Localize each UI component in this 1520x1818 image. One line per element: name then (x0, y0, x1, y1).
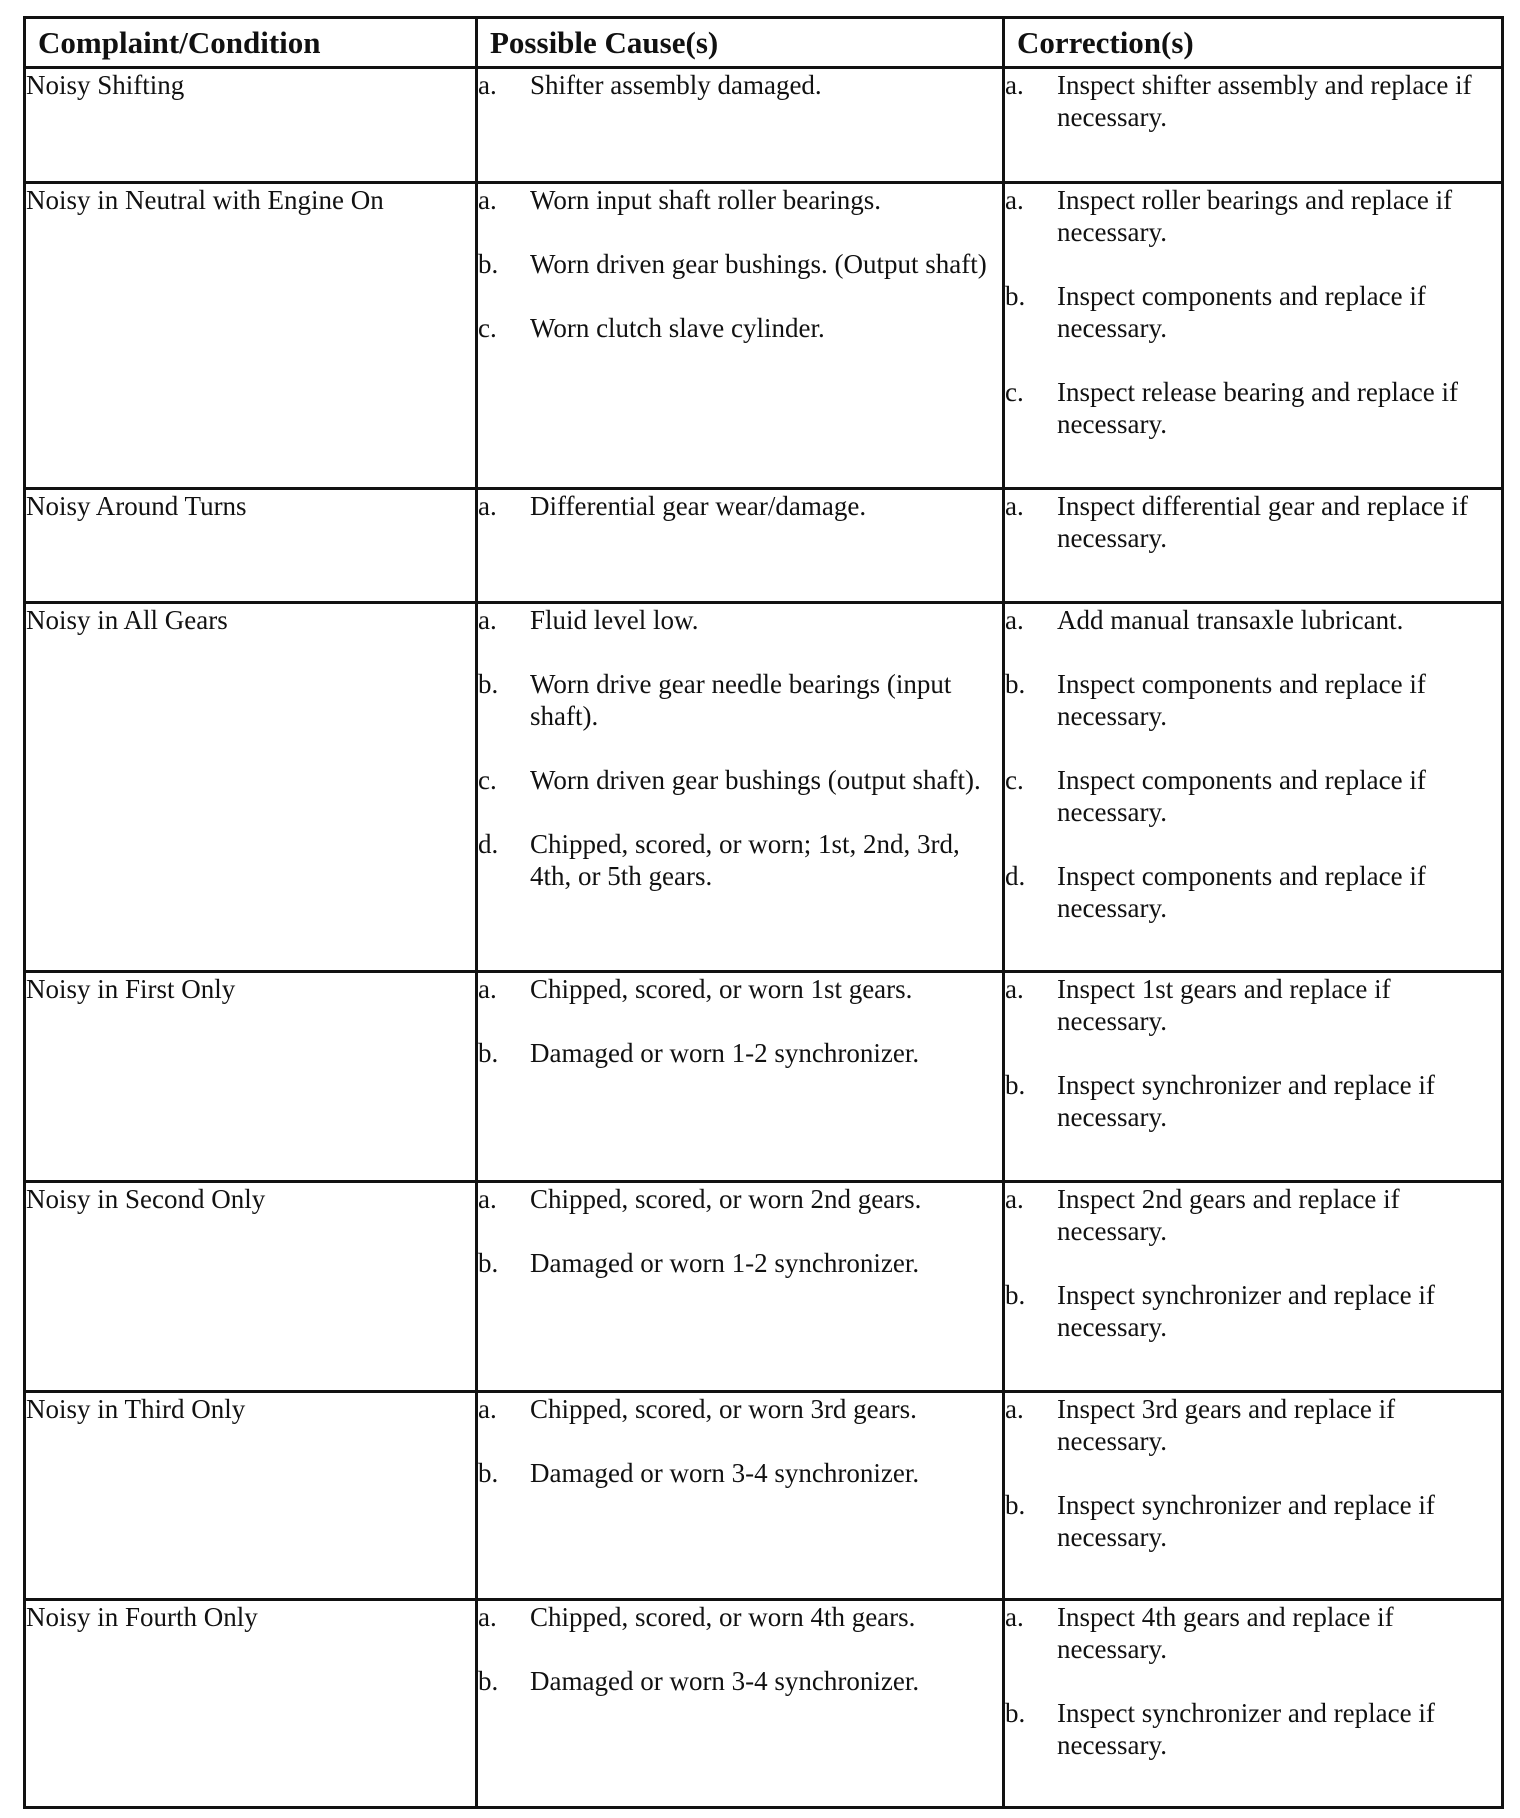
entry-letter: c. (1005, 765, 1024, 795)
list-entry (478, 1601, 1002, 1633)
list-entry (478, 828, 1002, 892)
entry-text: Shifter assembly damaged. (530, 70, 822, 100)
entry-letter: a. (1005, 1184, 1024, 1214)
list-entry (478, 184, 1002, 216)
correction-cell (1004, 603, 1503, 972)
correction-cell (1004, 68, 1503, 183)
entry-text: Inspect components and replace if necessary. (1057, 765, 1426, 827)
entry-text: Chipped, scored, or worn 4th gears. (530, 1602, 916, 1632)
cause-cell (477, 1600, 1004, 1808)
entry-text: Chipped, scored, or worn 1st gears. (530, 974, 913, 1004)
entry-letter: b. (1005, 1070, 1026, 1100)
table-row (25, 489, 1503, 603)
condition-cell: Noisy in Fourth Only (25, 1600, 477, 1808)
list-entry (1005, 668, 1501, 732)
header-row (25, 18, 1503, 68)
header-correction: Correction(s) (1004, 18, 1503, 68)
list-entry (1005, 1697, 1501, 1761)
condition-cell: Noisy Around Turns (25, 489, 477, 603)
cause-cell (477, 1392, 1004, 1600)
entry-text: Inspect components and replace if necessary. (1057, 861, 1426, 923)
entry-text: Damaged or worn 1-2 synchronizer. (530, 1248, 920, 1278)
entry-text: Worn input shaft roller bearings. (530, 185, 881, 215)
list-entry (478, 668, 1002, 732)
entry-text: Inspect synchronizer and replace if necessary. (1057, 1698, 1435, 1760)
list-entry (1005, 1279, 1501, 1343)
list-entry (478, 1393, 1002, 1425)
list-entry (1005, 184, 1501, 248)
entry-text: Worn clutch slave cylinder. (530, 313, 825, 343)
troubleshooting-table (23, 16, 1504, 1809)
entry-text: Worn driven gear bushings. (Output shaft) (530, 249, 987, 279)
entry-letter: b. (1005, 1490, 1026, 1520)
table-row (25, 1182, 1503, 1392)
list-entry (1005, 376, 1501, 440)
cause-cell (477, 1182, 1004, 1392)
list-entry (478, 312, 1002, 344)
entry-letter: b. (1005, 1280, 1026, 1310)
entry-text: Inspect synchronizer and replace if necessary. (1057, 1490, 1435, 1552)
entry-letter: b. (478, 669, 499, 699)
entry-letter: b. (1005, 669, 1026, 699)
list-entry (478, 1183, 1002, 1215)
entry-text: Chipped, scored, or worn; 1st, 2nd, 3rd, 4th, or 5th gears. (530, 829, 960, 891)
correction-cell (1004, 1392, 1503, 1600)
correction-cell (1004, 489, 1503, 603)
entry-text: Inspect 4th gears and replace if necessary. (1057, 1602, 1394, 1664)
list-entry (478, 69, 1002, 101)
entry-letter: c. (478, 765, 497, 795)
entry-letter: a. (478, 1184, 497, 1214)
list-entry (1005, 1183, 1501, 1247)
entry-letter: a. (1005, 185, 1024, 215)
correction-cell (1004, 1600, 1503, 1808)
entry-text: Inspect synchronizer and replace if necessary. (1057, 1280, 1435, 1342)
table-row (25, 1392, 1503, 1600)
entry-text: Add manual transaxle lubricant. (1057, 605, 1404, 635)
condition-cell: Noisy in All Gears (25, 603, 477, 972)
list-entry (478, 764, 1002, 796)
list-entry (1005, 490, 1501, 554)
condition-cell: Noisy in First Only (25, 972, 477, 1182)
entry-text: Inspect release bearing and replace if necessary. (1057, 377, 1459, 439)
entry-letter: b. (1005, 281, 1026, 311)
list-entry (478, 973, 1002, 1005)
list-entry (1005, 69, 1501, 133)
cause-cell (477, 489, 1004, 603)
list-entry (1005, 1601, 1501, 1665)
entry-letter: a. (478, 974, 497, 1004)
entry-letter: b. (478, 249, 499, 279)
list-entry (478, 490, 1002, 522)
correction-cell (1004, 1182, 1503, 1392)
condition-cell: Noisy Shifting (25, 68, 477, 183)
table-row (25, 183, 1503, 489)
entry-letter: d. (1005, 861, 1026, 891)
list-entry (478, 1037, 1002, 1069)
table-row (25, 68, 1503, 183)
entry-text: Chipped, scored, or worn 2nd gears. (530, 1184, 922, 1214)
entry-letter: b. (478, 1666, 499, 1696)
header-complaint: Complaint/Condition (25, 18, 477, 68)
entry-text: Inspect 1st gears and replace if necessary. (1057, 974, 1391, 1036)
entry-letter: a. (478, 70, 497, 100)
entry-letter: c. (1005, 377, 1024, 407)
list-entry (478, 1457, 1002, 1489)
list-entry (1005, 1069, 1501, 1133)
table-row (25, 1600, 1503, 1808)
entry-text: Fluid level low. (530, 605, 699, 635)
entry-letter: a. (478, 605, 497, 635)
entry-text: Chipped, scored, or worn 3rd gears. (530, 1394, 917, 1424)
list-entry (478, 1665, 1002, 1697)
entry-text: Inspect differential gear and replace if necessary. (1057, 491, 1469, 553)
entry-letter: a. (478, 1602, 497, 1632)
entry-text: Inspect 2nd gears and replace if necessary. (1057, 1184, 1400, 1246)
table-row (25, 603, 1503, 972)
entry-text: Inspect roller bearings and replace if necessary. (1057, 185, 1453, 247)
entry-text: Damaged or worn 3-4 synchronizer. (530, 1666, 920, 1696)
entry-letter: b. (478, 1458, 499, 1488)
entry-letter: a. (1005, 1602, 1024, 1632)
list-entry (1005, 280, 1501, 344)
condition-cell: Noisy in Third Only (25, 1392, 477, 1600)
correction-cell (1004, 183, 1503, 489)
list-entry (1005, 764, 1501, 828)
entry-letter: d. (478, 829, 499, 859)
list-entry (478, 1247, 1002, 1279)
entry-text: Worn driven gear bushings (output shaft). (530, 765, 981, 795)
entry-letter: b. (478, 1038, 499, 1068)
cause-cell (477, 603, 1004, 972)
entry-letter: a. (1005, 491, 1024, 521)
entry-letter: b. (1005, 1698, 1026, 1728)
entry-letter: a. (478, 491, 497, 521)
condition-cell: Noisy in Neutral with Engine On (25, 183, 477, 489)
entry-letter: c. (478, 313, 497, 343)
entry-text: Inspect components and replace if necessary. (1057, 669, 1426, 731)
condition-cell: Noisy in Second Only (25, 1182, 477, 1392)
table-row (25, 972, 1503, 1182)
correction-cell (1004, 972, 1503, 1182)
entry-text: Damaged or worn 1-2 synchronizer. (530, 1038, 920, 1068)
list-entry (478, 604, 1002, 636)
entry-letter: a. (1005, 70, 1024, 100)
list-entry (478, 248, 1002, 280)
entry-letter: a. (1005, 1394, 1024, 1424)
entry-text: Inspect shifter assembly and replace if necessary. (1057, 70, 1472, 132)
entry-text: Damaged or worn 3-4 synchronizer. (530, 1458, 920, 1488)
entry-text: Inspect 3rd gears and replace if necessary. (1057, 1394, 1396, 1456)
entry-letter: a. (1005, 974, 1024, 1004)
entry-letter: a. (478, 1394, 497, 1424)
header-cause: Possible Cause(s) (477, 18, 1004, 68)
entry-text: Differential gear wear/damage. (530, 491, 867, 521)
list-entry (1005, 973, 1501, 1037)
list-entry (1005, 1393, 1501, 1457)
entry-letter: b. (478, 1248, 499, 1278)
entry-text: Worn drive gear needle bearings (input shaft). (530, 669, 952, 731)
entry-text: Inspect synchronizer and replace if necessary. (1057, 1070, 1435, 1132)
entry-letter: a. (1005, 605, 1024, 635)
entry-letter: a. (478, 185, 497, 215)
list-entry (1005, 604, 1501, 636)
entry-text: Inspect components and replace if necessary. (1057, 281, 1426, 343)
cause-cell (477, 972, 1004, 1182)
cause-cell (477, 68, 1004, 183)
list-entry (1005, 1489, 1501, 1553)
list-entry (1005, 860, 1501, 924)
cause-cell (477, 183, 1004, 489)
